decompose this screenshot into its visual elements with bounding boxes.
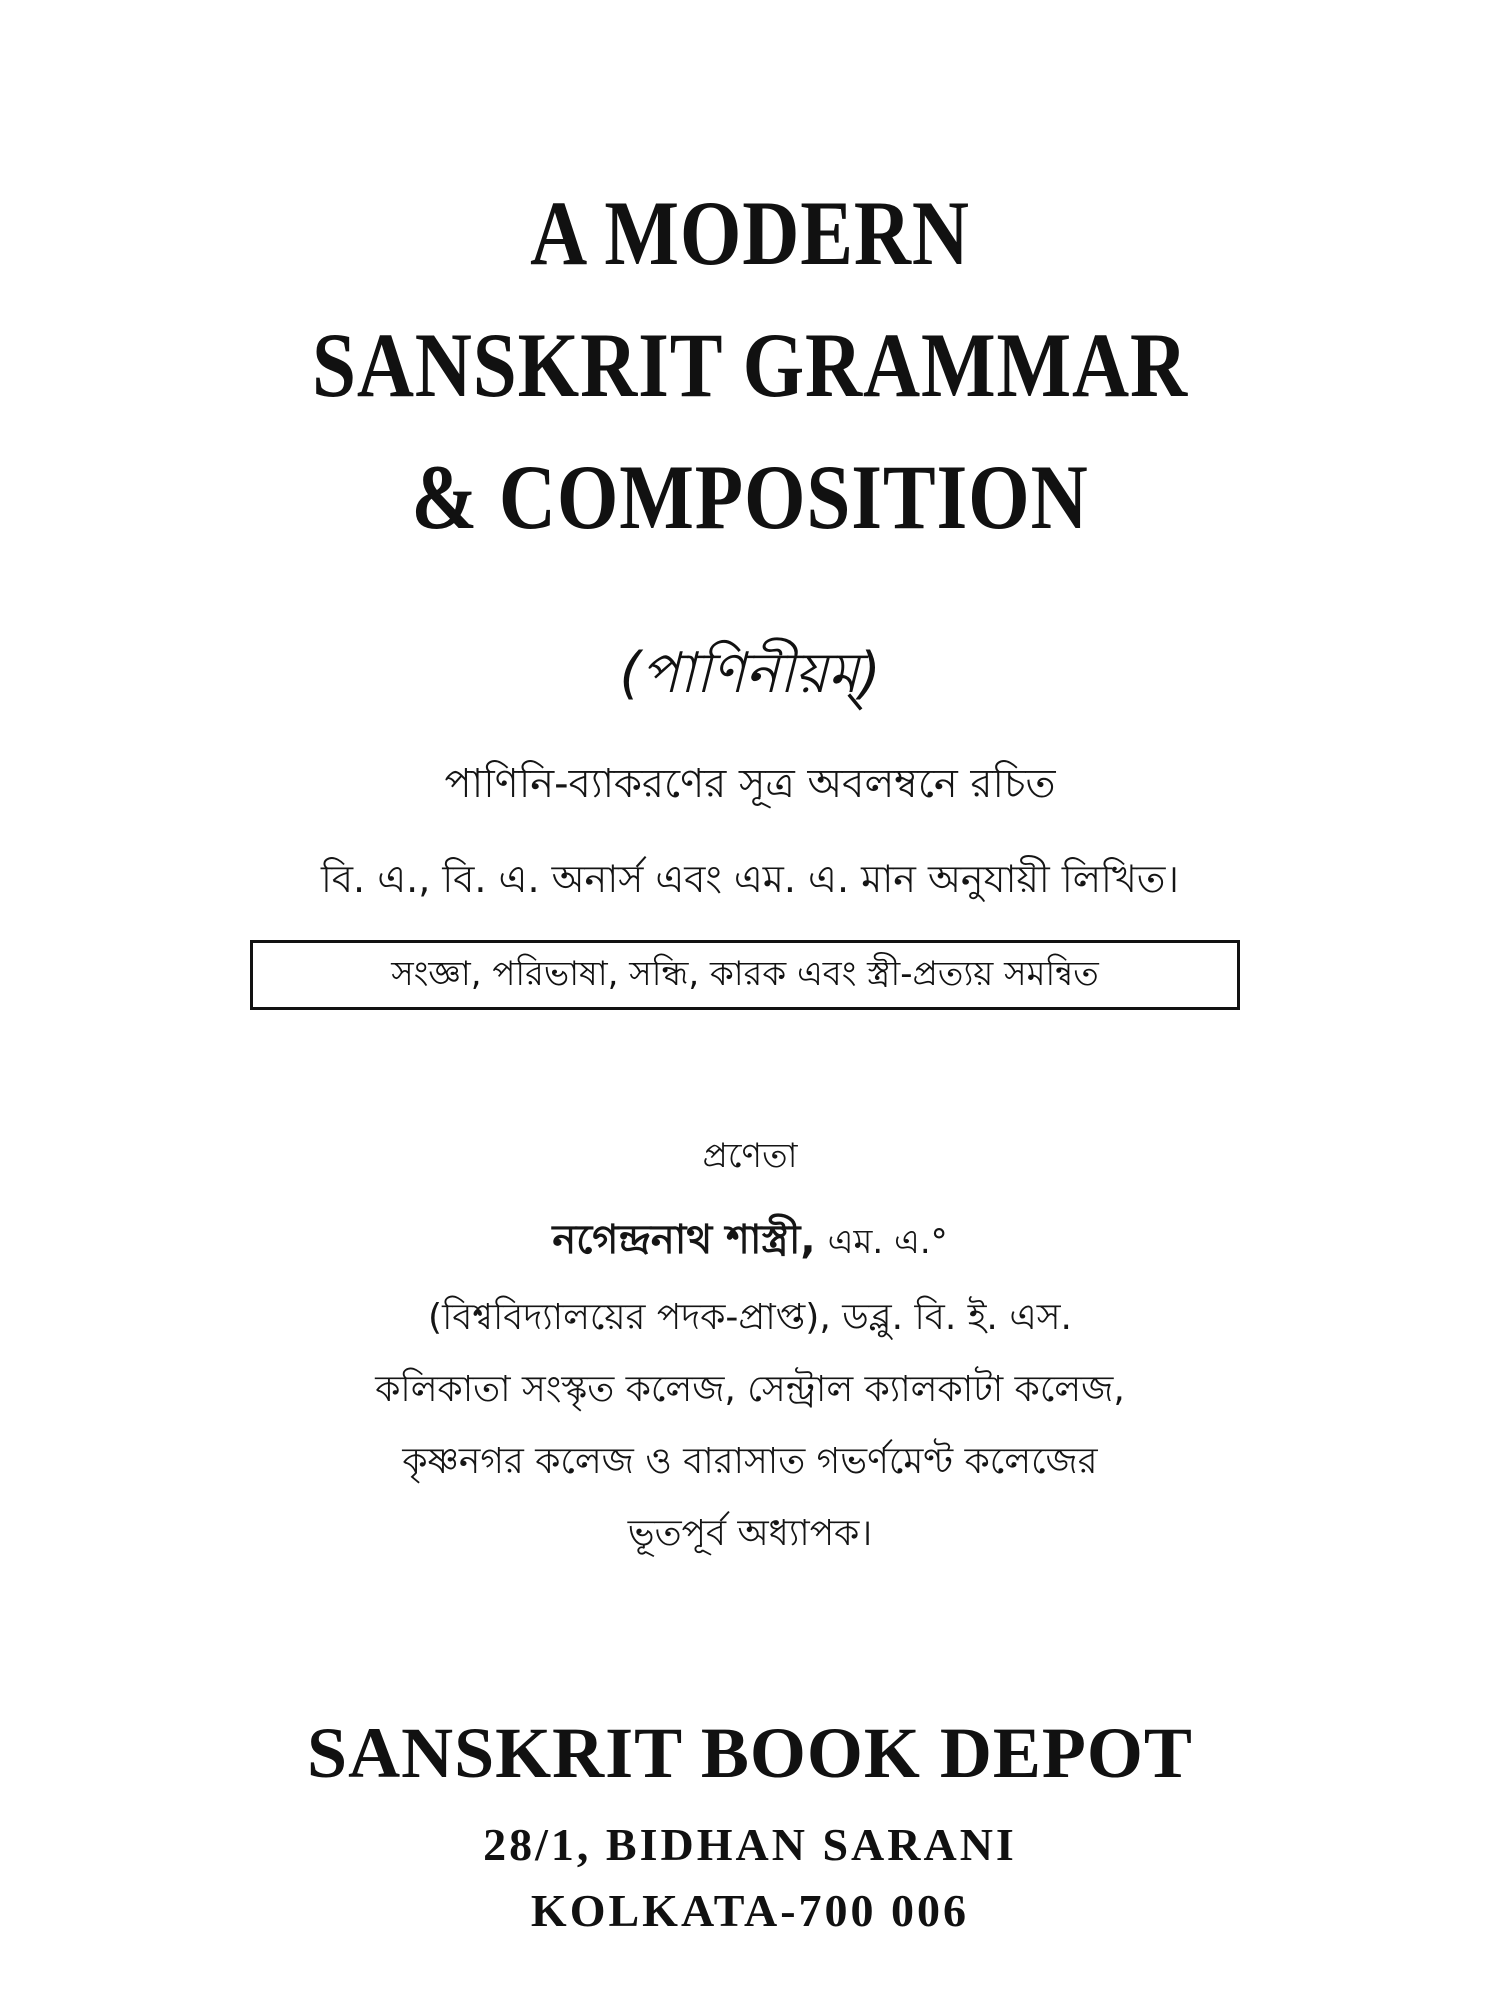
author-label: প্রণেতা <box>702 1136 798 1176</box>
author-line <box>0 1208 1500 1275</box>
description-line-1: পাণিনি-ব্যাকরণের সূত্র অবলম্বনে রচিত <box>444 761 1056 807</box>
author-bio-line-1: (বিশ্ববিদ্যালয়ের পদক-প্রাপ্ত), ডব্লু. বি. ই. এস. <box>428 1297 1072 1338</box>
author-name: নগেন্দ্রনাথ শাস্ত্রী, <box>552 1217 816 1263</box>
author-bio-line-3: কৃষ্ণনগর কলেজ ও বারাসাত গভর্ণমেণ্ট কলেজের <box>402 1441 1098 1482</box>
description-line-2: বি. এ., বি. এ. অনার্স এবং এম. এ. মান অনুযায়ী লিখিত। <box>321 857 1179 901</box>
publisher-address-line-1: 28/1, BIDHAN SARANI <box>483 1819 1017 1870</box>
author-bio-line-4: ভূতপূর্ব অধ্যাপক। <box>627 1513 873 1554</box>
contents-box: সংজ্ঞা, পরিভাষা, সন্ধি, কারক এবং স্ত্রী-প্রত্যয় সমন্বিত <box>250 940 1240 1010</box>
book-title-line-2: SANSKRIT GRAMMAR <box>311 314 1189 416</box>
book-title-line-3: & COMPOSITION <box>411 446 1089 548</box>
handwritten-subtitle: (পাণিনীয়ম্‌) <box>619 641 881 706</box>
publisher-address-line-2: KOLKATA-700 006 <box>530 1885 970 1936</box>
book-title-line-1: A MODERN <box>530 182 970 284</box>
publisher-name: SANSKRIT BOOK DEPOT <box>307 1713 1193 1793</box>
author-degree: এম. এ.° <box>827 1222 948 1262</box>
author-bio-line-2: কলিকাতা সংস্কৃত কলেজ, সেন্ট্রাল ক্যালকাটা কলেজ, <box>375 1369 1125 1410</box>
